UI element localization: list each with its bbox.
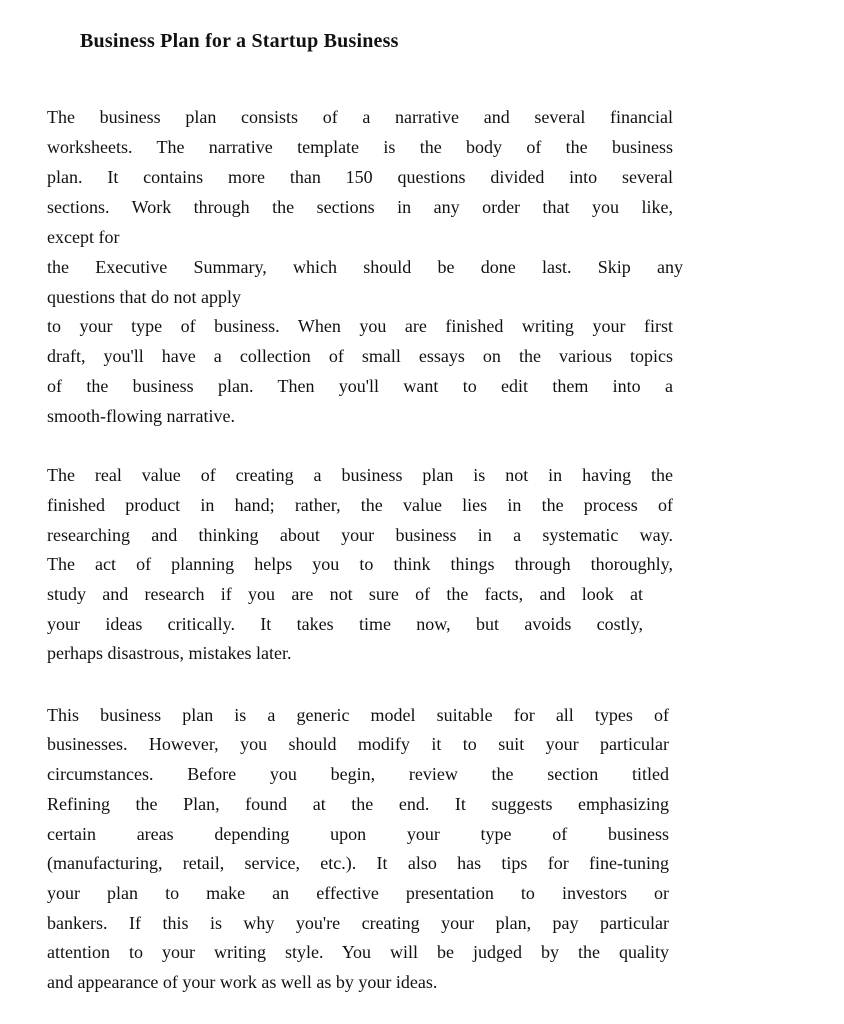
paragraph-line: businesses. However, you should modify it to suit your particular	[47, 734, 669, 754]
paragraph-line: of the business plan. Then you'll want to edit them into a	[47, 376, 673, 396]
paragraph-line: the Executive Summary, which should be done last. Skip any	[47, 257, 683, 277]
paragraph-line: bankers. If this is why you're creating your plan, pay particular	[47, 913, 669, 933]
paragraph-line: worksheets. The narrative template is the body of the business	[47, 137, 673, 157]
paragraph-line: The act of planning helps you to think things through thoroughly,	[47, 554, 673, 574]
paragraph-line: and appearance of your work as well as by your ideas.	[47, 972, 438, 992]
paragraph-line: except for	[47, 227, 120, 247]
paragraph-line: certain areas depending upon your type of business	[47, 824, 669, 844]
paragraph-line: your ideas critically. It takes time now, but avoids costly,	[47, 614, 643, 634]
paragraph-line: perhaps disastrous, mistakes later.	[47, 643, 292, 663]
paragraph-line: (manufacturing, retail, service, etc.). It also has tips for fine-tuning	[47, 853, 669, 873]
paragraph-line: study and research if you are not sure of the facts, and look at	[47, 584, 643, 604]
paragraph-line: questions that do not apply	[47, 287, 241, 307]
paragraph-line: The real value of creating a business plan is not in having the	[47, 465, 673, 485]
paragraph-line: This business plan is a generic model suitable for all types of	[47, 705, 669, 725]
paragraph-line: circumstances. Before you begin, review the section titled	[47, 764, 669, 784]
paragraph-line: your plan to make an effective presentation to investors or	[47, 883, 669, 903]
paragraph-line: researching and thinking about your business in a systematic way.	[47, 525, 673, 545]
paragraph-line: sections. Work through the sections in any order that you like,	[47, 197, 673, 217]
document-title: Business Plan for a Startup Business	[80, 30, 399, 52]
paragraph-line: The business plan consists of a narrative and several financial	[47, 107, 673, 127]
paragraph-line: to your type of business. When you are finished writing your first	[47, 316, 673, 336]
paragraph-line: smooth-flowing narrative.	[47, 406, 235, 426]
paragraph-line: Refining the Plan, found at the end. It suggests emphasizing	[47, 794, 669, 814]
paragraph-line: draft, you'll have a collection of small essays on the various topics	[47, 346, 673, 366]
paragraph-line: plan. It contains more than 150 questions divided into several	[47, 167, 673, 187]
paragraph-line: attention to your writing style. You will be judged by the quality	[47, 942, 669, 962]
paragraph-line: finished product in hand; rather, the value lies in the process of	[47, 495, 673, 515]
